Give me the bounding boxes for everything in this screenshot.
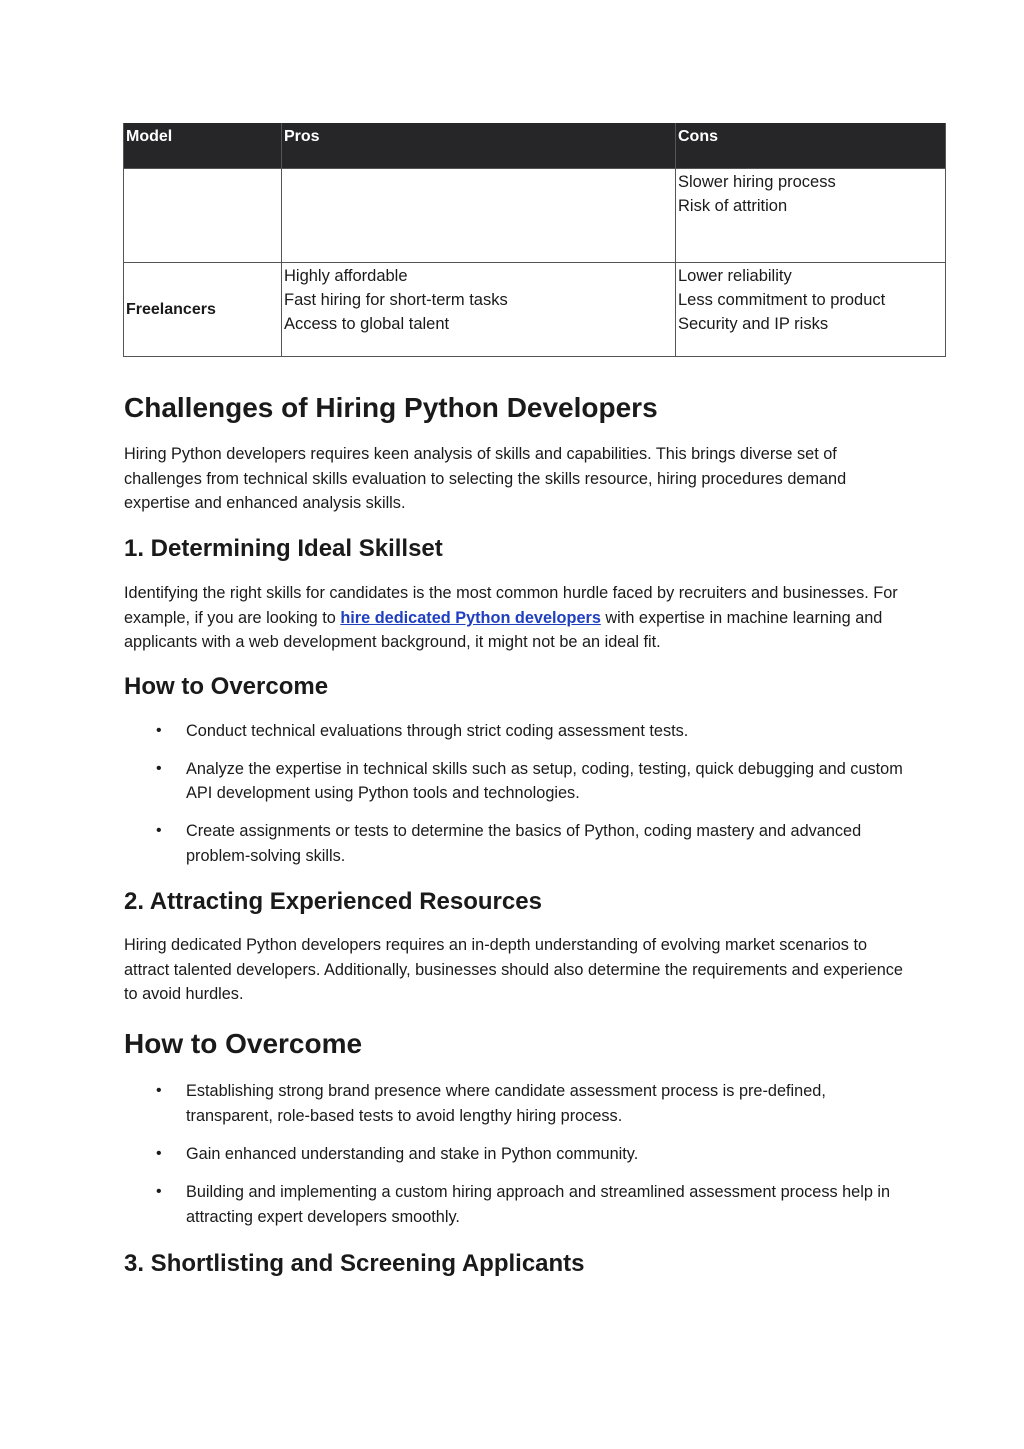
bullet-text: Conduct technical evaluations through strict coding assessment tests. [186,722,689,740]
list-item [124,1180,904,1229]
cons-cell [676,263,946,357]
section2-heading: 2. Attracting Experienced Resources [124,888,542,915]
bullet-text: Establishing strong brand presence where candidate assessment process is pre-defined, transparent, role-based tests to avoid lengthy hiring process. [186,1082,826,1125]
section2-bullet-list [124,1079,904,1230]
bullet-text: Gain enhanced understanding and stake in Python community. [186,1145,639,1164]
pros-cell [282,169,676,263]
section3-heading: 3. Shortlisting and Screening Applicants [124,1250,585,1277]
pros-item: Access to global talent [284,315,450,333]
bullet-icon: • [156,1183,162,1201]
section1-bullet-list [124,719,904,869]
bullet-text: Analyze the expertise in technical skills such as setup, coding, testing, quick debugging and custom API development using Python tools and technologies. [186,759,903,803]
list-item [124,1142,904,1167]
bullet-icon: • [156,759,162,777]
list-item [124,1079,904,1128]
table-header-row [124,123,946,169]
list-item [124,757,904,806]
hire-python-developers-link[interactable]: hire dedicated Python developers [340,608,601,627]
cons-cell [676,169,946,263]
pros-cell [282,263,676,357]
model-cell [124,169,282,263]
table-row [124,169,946,263]
table-row [124,263,946,357]
bullet-icon: • [156,722,162,739]
bullet-text: Create assignments or tests to determine the basics of Python, coding mastery and advanced problem-solving skills. [186,822,862,865]
list-item [124,719,904,744]
challenges-heading: Challenges of Hiring Python Developers [124,392,658,423]
pros-item: Highly affordable [284,267,408,285]
bullet-icon: • [156,1082,162,1099]
header-cons: Cons [676,123,946,169]
bullet-icon: • [156,822,162,840]
cons-item: Slower hiring process [678,173,836,191]
comparison-table [123,123,946,357]
section2-overcome-heading: How to Overcome [124,1028,363,1059]
bullet-icon: • [156,1145,162,1163]
cons-item: Less commitment to product [678,291,886,309]
section1-text-before: Identifying the right skills for candidates is the most common hurdle faced by recruiters and businesses. For example, if you are looking to [124,584,898,627]
bullet-text: Building and implementing a custom hiring approach and streamlined assessment process help in attracting expert developers smoothly. [186,1183,891,1226]
pros-item: Fast hiring for short-term tasks [284,291,508,309]
section1-paragraph [124,581,904,655]
cons-item: Risk of attrition [678,197,788,215]
header-model: Model [124,123,282,169]
challenges-intro: Hiring Python developers requires keen analysis of skills and capabilities. This brings diverse set of challenges from technical skills evaluation to selecting the skills resource, hiring procedures demand expertise and enhanced analysis skills. [124,445,847,513]
model-cell: Freelancers [124,263,282,357]
section1-text-after: with expertise in machine learning and applicants with a web development background, it might not be an ideal fit. [124,608,883,652]
list-item [124,819,904,868]
header-pros: Pros [282,123,676,169]
section1-overcome-heading: How to Overcome [124,673,329,700]
cons-item: Security and IP risks [678,315,829,333]
cons-item: Lower reliability [678,267,792,285]
section2-paragraph: Hiring dedicated Python developers requires an in-depth understanding of evolving market scenarios to attract talented developers. Additionally, businesses should also determine the requirements and experience to avoid hurdles. [124,936,903,1004]
section1-heading: 1. Determining Ideal Skillset [124,535,443,562]
